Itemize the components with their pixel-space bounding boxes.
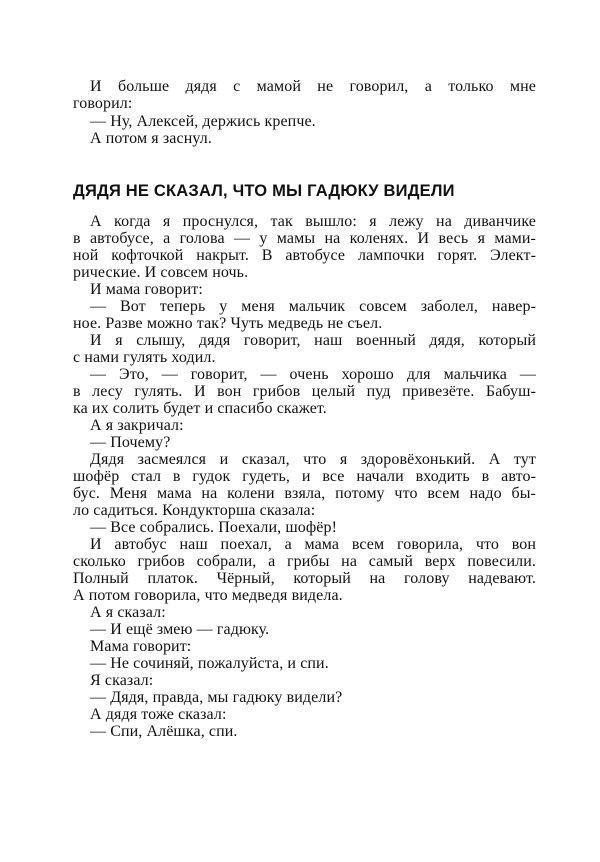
text-line: рические. И совсем ночь.	[73, 264, 249, 281]
text-line: — Дядя, правда, мы гадюку видели?	[90, 689, 343, 706]
text-line: А я сказал:	[90, 604, 166, 621]
text-line: — Не сочиняй, пожалуйста, и спи.	[90, 655, 329, 672]
text-line: А когда я проснулся, так вышло: я лежу на диванчике	[90, 213, 536, 230]
text-line: — Почему?	[90, 434, 171, 451]
text-line: ное. Разве можно так? Чуть медведь не съел.	[73, 315, 383, 332]
text-line: И мама говорит:	[90, 281, 203, 298]
text-line: шофёр стал в гудок гудеть, и все начали входить в авто-	[73, 468, 536, 485]
text-line: Дядя засмеялся и сказал, что я здоровёхонький. А тут	[90, 451, 536, 468]
text-line: А потом говорила, что медведя видела.	[73, 587, 343, 604]
text-line: И я слышу, дядя говорит, наш военный дядя, который	[90, 332, 536, 349]
text-line: говорил:	[73, 95, 133, 112]
text-line: ка их солить будет и спасибо скажет.	[73, 400, 327, 417]
text-line: с нами гулять ходил.	[73, 349, 216, 366]
text-line: — Все собрались. Поехали, шофёр!	[90, 519, 338, 536]
text-line: в лесу гулять. И вон грибов целый пуд привезёте. Бабуш-	[73, 383, 536, 400]
text-line: — И ещё змею — гадюку.	[90, 621, 270, 638]
text-line: — Это, — говорит, — очень хорошо для мальчика —	[90, 366, 536, 383]
text-line: И больше дядя с мамой не говорил, а только мне	[90, 78, 536, 95]
text-line: А я закричал:	[90, 417, 184, 434]
text-line: — Ну, Алексей, держись крепче.	[90, 113, 316, 130]
text-line: сколько грибов собрали, а грибы на самый верх повесили.	[73, 553, 536, 570]
text-line: — Вот теперь у меня мальчик совсем заболел, навер-	[90, 298, 536, 315]
text-line: И автобус наш поехал, а мама всем говорила, что вон	[90, 536, 536, 553]
text-line: А дядя тоже сказал:	[90, 706, 227, 723]
text-line: А потом я заснул.	[90, 130, 212, 147]
text-line: Полный платок. Чёрный, который на голову надевают.	[73, 570, 536, 587]
text-line: в автобусе, а голова — у мамы на коленях. И весь я мами-	[73, 230, 536, 247]
text-line: Я сказал:	[90, 672, 154, 689]
text-line: Мама говорит:	[90, 638, 192, 655]
chapter-heading: ДЯДЯ НЕ СКАЗАЛ, ЧТО МЫ ГАДЮКУ ВИДЕЛИ	[73, 182, 455, 200]
text-line: бус. Меня мама на колени взяла, потому что всем надо бы-	[73, 485, 536, 502]
text-line: ло садиться. Кондукторша сказала:	[73, 502, 316, 519]
text-line: — Спи, Алёшка, спи.	[90, 723, 238, 740]
text-line: ной кофточкой накрыт. В автобусе лампочки горят. Элект-	[73, 247, 536, 264]
